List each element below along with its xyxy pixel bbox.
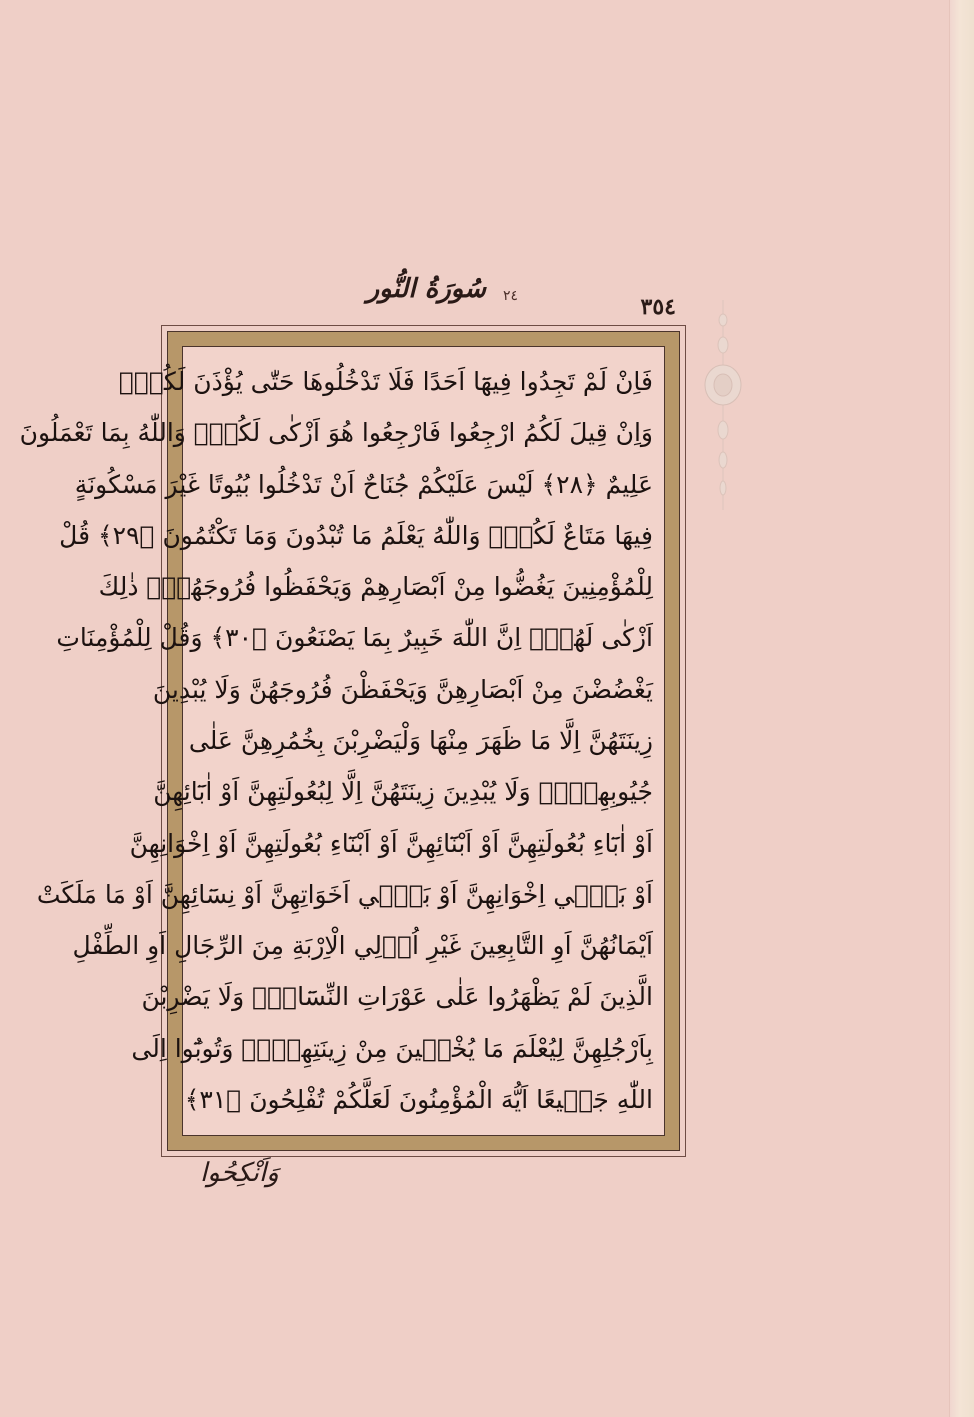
text-line: الَّذِينَ لَمْ يَظْهَرُوا عَلٰى عَوْرَاتِ النِّسَٓاءِۖ وَلَا يَضْرِبْنَ (141, 982, 653, 1012)
text-line: زِينَتَهُنَّ اِلَّا مَا ظَهَرَ مِنْهَا وَلْيَضْرِبْنَ بِخُمُرِهِنَّ عَلٰى (188, 725, 653, 755)
page-header (176, 272, 676, 322)
text-block (19, 358, 653, 1124)
text-line: لِلْمُؤْمِنِينَ يَغُضُّوا مِنْ اَبْصَارِهِمْ وَيَحْفَظُوا فُرُوجَهُمْۜ ذٰلِكَ (98, 572, 653, 602)
catchword: وَاَنْكِحُوا (200, 1158, 279, 1188)
text-line: يَغْضُضْنَ مِنْ اَبْصَارِهِنَّ وَيَحْفَظْنَ فُرُوجَهُنَّ وَلَا يُبْدِينَ (152, 674, 653, 704)
text-line: اَزْكٰى لَهُمْۜ اِنَّ اللّٰهَ خَبِيرٌ بِمَا يَصْنَعُونَ ﴿٣٠﴾ وَقُلْ لِلْمُؤْمِنَاتِ (56, 623, 653, 653)
text-line: وَاِنْ قِيلَ لَكُمُ ارْجِعُوا فَارْجِعُوا هُوَ اَزْكٰى لَكُمْۜ وَاللّٰهُ بِمَا تَعْمَلُونَ (19, 418, 653, 448)
text-line: بِاَرْجُلِهِنَّ لِيُعْلَمَ مَا يُخْفٖينَ مِنْ زِينَتِهِنَّۜ وَتُوبُٓوا اِلَى (131, 1033, 653, 1063)
text-line: اللّٰهِ جَمٖيعًا اَيُّهَ الْمُؤْمِنُونَ لَعَلَّكُمْ تُفْلِحُونَ ﴿٣١﴾ (184, 1084, 653, 1114)
text-line: فَاِنْ لَمْ تَجِدُوا فِيهَٓا اَحَدًا فَلَا تَدْخُلُوهَا حَتّٰى يُؤْذَنَ لَكُمْۚ (118, 367, 653, 396)
text-line: جُيُوبِهِنَّۖ وَلَا يُبْدِينَ زِينَتَهُنَّ اِلَّا لِبُعُولَتِهِنَّ اَوْ اٰبَٓائِهِنَّ (153, 777, 653, 807)
text-line: فِيهَا مَتَاعٌ لَكُمْۜ وَاللّٰهُ يَعْلَمُ مَا تُبْدُونَ وَمَا تَكْتُمُونَ ﴿٢٩﴾ قُلْ (59, 520, 653, 550)
margin-ornament-icon (698, 300, 748, 510)
text-line: اَيْمَانُهُنَّ اَوِ التَّابِعِينَ غَيْرِ اُو۬لِي الْاِرْبَةِ مِنَ الرِّجَالِ اَوِ الطِّفْلِ (72, 931, 653, 961)
text-line: اَوْ اٰبَٓاءِ بُعُولَتِهِنَّ اَوْ اَبْنَٓائِهِنَّ اَوْ اَبْنَٓاءِ بُعُولَتِهِنَّ اَوْ اِخْوَانِهِنَّ (129, 828, 653, 858)
page-number: ٣٥٤ (640, 294, 676, 320)
paper-edge (949, 0, 974, 1417)
text-line: اَوْ بَنٖٓي اِخْوَانِهِنَّ اَوْ بَنٖٓي اَخَوَاتِهِنَّ اَوْ نِسَٓائِهِنَّ اَوْ مَا مَلَكَتْ (36, 879, 653, 909)
surah-title: سُورَةُ النُّور (366, 274, 486, 304)
text-line: عَلِيمٌ ﴿٢٨﴾ لَيْسَ عَلَيْكُمْ جُنَاحٌ اَنْ تَدْخُلُوا بُيُوتًا غَيْرَ مَسْكُونَةٍ (74, 469, 653, 499)
surah-number: ٢٤ (502, 288, 518, 304)
